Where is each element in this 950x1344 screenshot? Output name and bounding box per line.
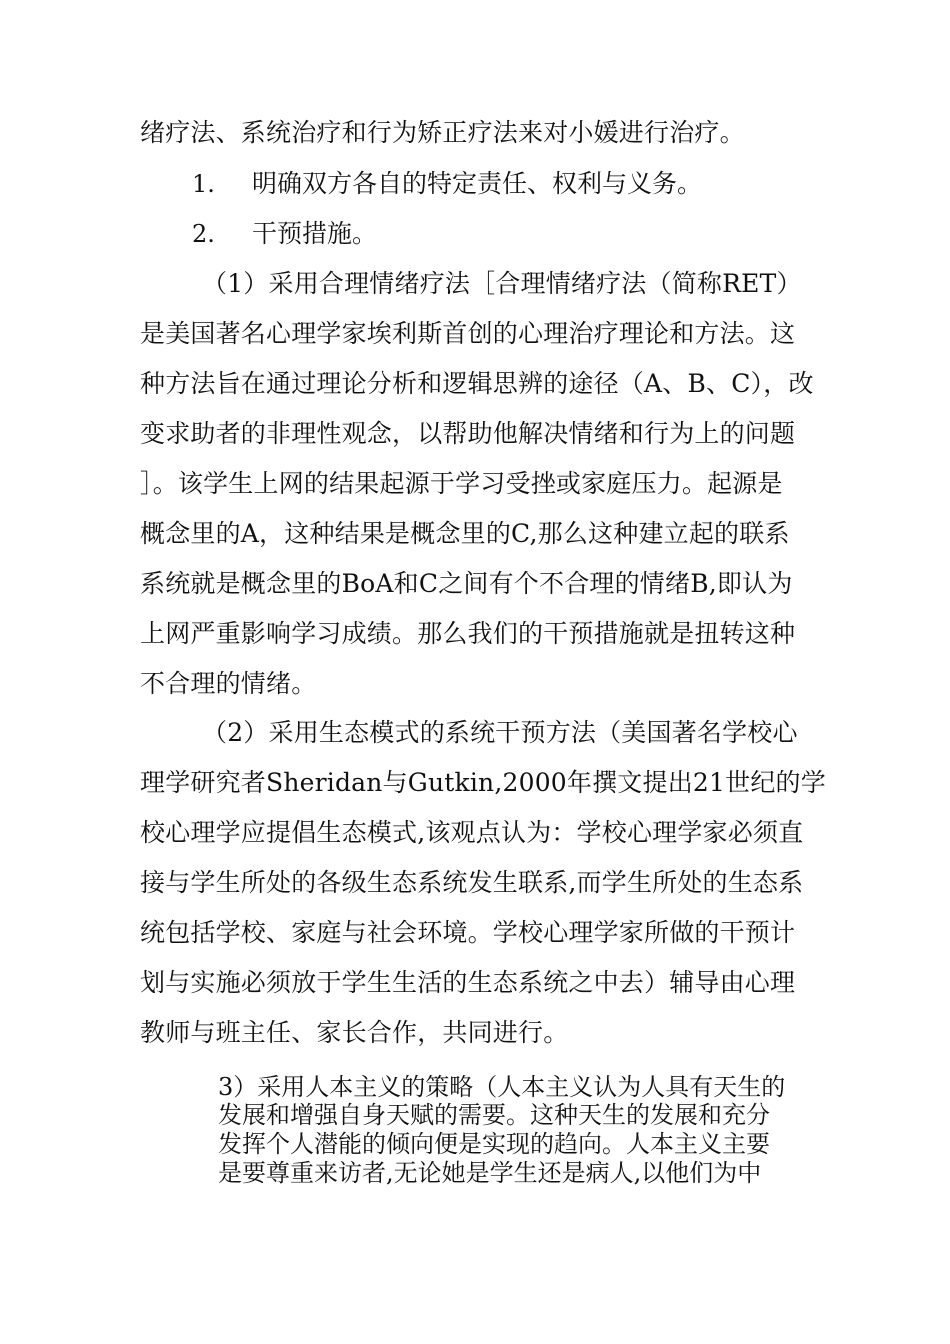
para1-line-2: 是美国著名心理学家埃利斯首创的心理治疗理论和方法。这	[140, 319, 796, 348]
para2-line-5: 统包括学校、家庭与社会环境。学校心理学家所做的干预计	[140, 918, 796, 947]
list-number-2: 2.	[192, 220, 215, 248]
para2-line-1: （2）采用生态模式的系统干预方法（美国著名学校心	[202, 718, 798, 747]
para2-line-4: 接与学生所处的各级生态系统发生联系,而学生所处的生态系	[140, 868, 804, 897]
para1-line-5: ］。该学生上网的结果起源于学习受挫或家庭压力。起源是	[140, 469, 783, 498]
para2-line-6: 划与实施必须放于学生生活的生态系统之中去）辅导由心理	[140, 968, 796, 997]
para3-line-4: 是要尊重来访者,无论她是学生还是病人,以他们为中	[218, 1159, 762, 1187]
list-number-1: 1.	[192, 170, 215, 198]
para3-line-1: 3）采用人本主义的策略（人本主义认为人具有天生的	[218, 1073, 786, 1101]
para1-line-4: 变求助者的非理性观念，以帮助他解决情绪和行为上的问题	[140, 419, 796, 448]
para1-line-6: 概念里的A，这种结果是概念里的C,那么这种建立起的联系	[140, 519, 790, 548]
para2-line-7: 教师与班主任、家长合作，共同进行。	[140, 1018, 569, 1047]
para1-line-1: （1）采用合理情绪疗法［合理情绪疗法（简称RET）	[202, 269, 802, 298]
para2-line-3: 校心理学应提倡生态模式,该观点认为：学校心理学家必须直	[140, 818, 804, 847]
list-text-2: 干预措施。	[252, 219, 378, 248]
para1-line-7: 系统就是概念里的BoA和C之间有个不合理的情绪B,即认为	[140, 569, 793, 598]
para1-line-9: 不合理的情绪。	[140, 669, 317, 698]
para1-line-3: 种方法旨在通过理论分析和逻辑思辨的途径（A、B、C），改	[140, 369, 814, 398]
para2-line-2: 理学研究者Sheridan与Gutkin,2000年撰文提出21世纪的学	[140, 768, 826, 797]
list-text-1: 明确双方各自的特定责任、权利与义务。	[252, 169, 703, 198]
para3-line-2: 发展和增强自身天赋的需要。这种天生的发展和充分	[218, 1101, 770, 1129]
para3-line-3: 发挥个人潜能的倾向便是实现的趋向。人本主义主要	[218, 1130, 770, 1158]
intro-line: 绪疗法、系统治疗和行为矫正疗法来对小媛进行治疗。	[140, 118, 745, 147]
para1-line-8: 上网严重影响学习成绩。那么我们的干预措施就是扭转这种	[140, 619, 796, 648]
